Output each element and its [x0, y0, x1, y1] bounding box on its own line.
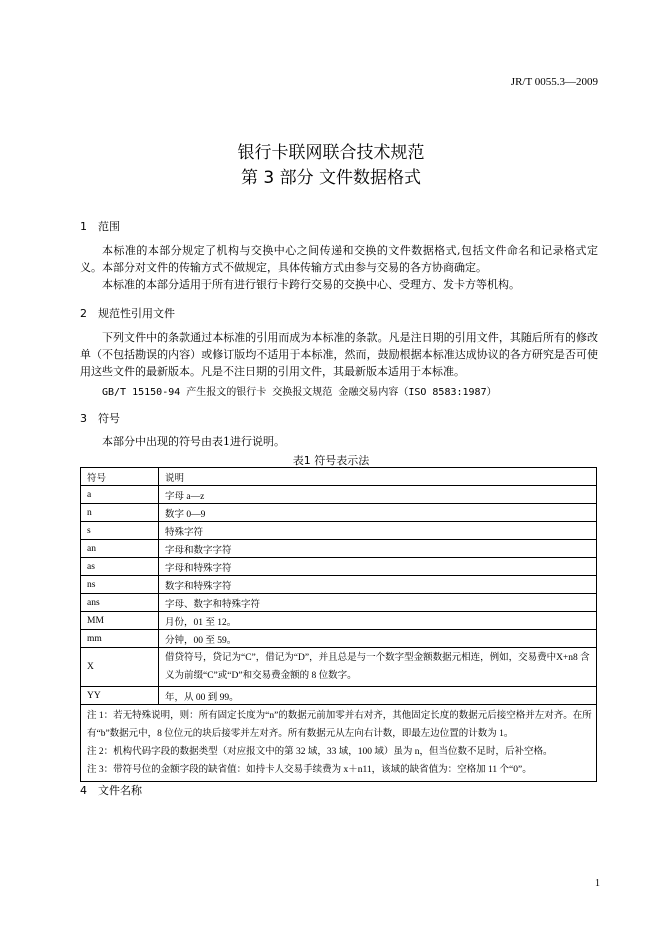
description-cell: 数字和特殊字符: [159, 576, 597, 594]
description-cell: 字母 a—z: [159, 486, 597, 504]
section-number: 2: [80, 307, 87, 320]
section-number: 3: [80, 412, 87, 425]
standard-number: JR/T 0055.3—2009: [510, 76, 598, 88]
section-3-heading: [80, 410, 120, 426]
description-cell: 分钟，00 至 59。: [159, 630, 597, 648]
symbol-cell: ans: [81, 594, 159, 612]
symbol-cell: an: [81, 540, 159, 558]
symbol-cell: a: [81, 486, 159, 504]
symbol-cell: s: [81, 522, 159, 540]
table-row: [81, 504, 597, 522]
page-number: 1: [595, 878, 600, 889]
table-row: [81, 486, 597, 504]
symbol-cell: X: [81, 648, 159, 687]
symbol-cell: mm: [81, 630, 159, 648]
description-cell: 年，从 00 到 99。: [159, 687, 597, 705]
table-header-row: [81, 468, 597, 486]
symbol-cell: as: [81, 558, 159, 576]
section-number: 4: [80, 784, 87, 797]
section-title: 符号: [98, 412, 120, 425]
table-note: 注 1：若无特殊说明，则：所有固定长度为“n”的数据元前加零并右对齐，其他固定长度的数据元后接空格并左对齐。在所有“b”数据元中，8 位位元的块后接零并左对齐。所有数据元从左向右计数，即最左边位置的计数为 1。: [87, 711, 592, 739]
table-row: [81, 540, 597, 558]
table-row: [81, 558, 597, 576]
section-2-heading: [80, 305, 175, 321]
section-1-heading: [80, 218, 120, 234]
header-description: 说明: [159, 468, 597, 486]
document-subtitle: 第 3 部分 文件数据格式: [240, 168, 422, 188]
table-notes: [81, 705, 597, 782]
table-row: [81, 522, 597, 540]
table-note: 注 3：带符号位的金额字段的缺省值：如持卡人交易手续费为 x＋n11，该域的缺省值为：空格加 11 个“0”。: [87, 765, 532, 775]
symbol-table: [80, 467, 597, 782]
section-1-paragraph-1: 本标准的本部分规定了机构与交换中心之间传递和交换的文件数据格式,包括文件命名和记录格式定义。本部分对文件的传输方式不做规定，具体传输方式由参与交易的各方协商确定。: [80, 244, 598, 274]
section-title: 范围: [98, 220, 120, 233]
section-3-paragraph-1: 本部分中出现的符号由表1进行说明。: [102, 435, 285, 448]
normative-reference: GB/T 15150-94 产生报文的银行卡 交换报文规范 金融交易内容（ISO 8583:1987）: [102, 387, 497, 398]
symbol-cell: MM: [81, 612, 159, 630]
table-row: [81, 612, 597, 630]
description-cell: 借贷符号，贷记为“C”，借记为“D”，并且总是与一个数字型金额数据元相连，例如，交易费中X+n8 含义为前缀“C”或“D”和交易费金额的 8 位数字。: [159, 648, 597, 687]
header-symbol: 符号: [81, 468, 159, 486]
table-row: [81, 630, 597, 648]
description-cell: 月份，01 至 12。: [159, 612, 597, 630]
symbol-cell: YY: [81, 687, 159, 705]
section-title: 规范性引用文件: [98, 307, 175, 320]
symbol-cell: n: [81, 504, 159, 522]
description-cell: 特殊字符: [159, 522, 597, 540]
table-note: 注 2：机构代码字段的数据类型（对应报文中的第 32 域，33 域，100 域）虽为 n，但当位数不足时，后补空格。: [87, 747, 553, 757]
description-cell: 字母、数字和特殊字符: [159, 594, 597, 612]
description-cell: 字母和数字字符: [159, 540, 597, 558]
section-1-paragraph-2: 本标准的本部分适用于所有进行银行卡跨行交易的交换中心、受理方、发卡方等机构。: [102, 278, 520, 291]
table-row: [81, 576, 597, 594]
section-2-paragraph-1: 下列文件中的条款通过本标准的引用而成为本标准的条款。凡是注日期的引用文件，其随后所有的修改单（不包括勘误的内容）或修订版均不适用于本标准，然而，鼓励根据本标准达成协议的各方研究是否可使用这些文件的最新版本。凡是不注日期的引用文件，其最新版本适用于本标准。: [80, 331, 598, 378]
description-cell: 数字 0—9: [159, 504, 597, 522]
table-notes-row: [81, 705, 597, 782]
document-title: 银行卡联网联合技术规范: [237, 143, 425, 163]
table-caption: 表1 符号表示法: [292, 454, 370, 467]
table-row: [81, 648, 597, 687]
section-number: 1: [80, 220, 87, 233]
symbol-cell: ns: [81, 576, 159, 594]
section-4-heading: [80, 782, 142, 798]
section-title: 文件名称: [98, 784, 142, 797]
table-row: [81, 594, 597, 612]
description-cell: 字母和特殊字符: [159, 558, 597, 576]
table-row: [81, 687, 597, 705]
